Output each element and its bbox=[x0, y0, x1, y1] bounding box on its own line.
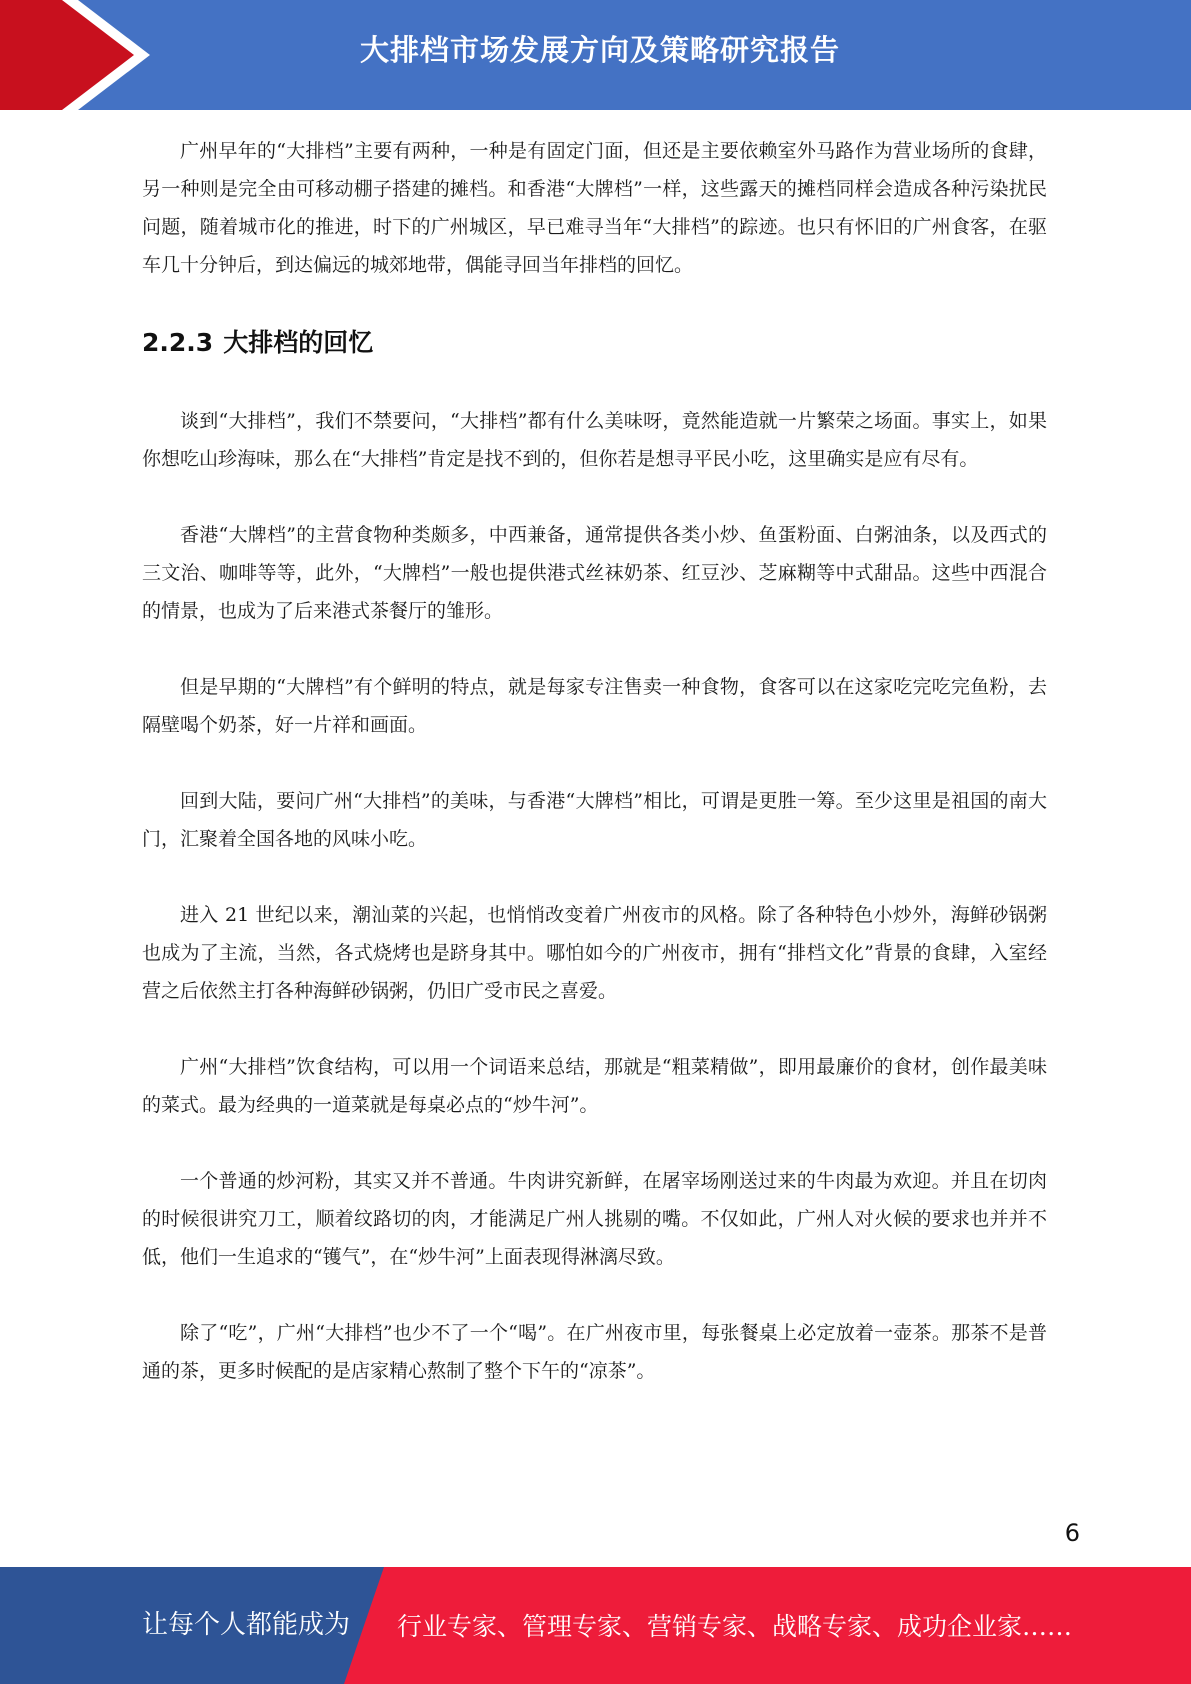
body-paragraph: 除了“吃”，广州“大排档”也少不了一个“喝”。在广州夜市里，每张餐桌上必定放着一壶茶。那茶不是普通的茶，更多时候配的是店家精心熬制了整个下午的“凉茶”。 bbox=[142, 1322, 1047, 1382]
footer-banner bbox=[0, 1567, 1191, 1684]
intro-paragraph: 广州早年的“大排档”主要有两种，一种是有固定门面，但还是主要依赖室外马路作为营业场所的食肆，另一种则是完全由可移动棚子搭建的摊档。和香港“大牌档”一样，这些露天的摊档同样会造成各种污染扰民问题，随着城市化的推进，时下的广州城区，早已难寻当年“大排档”的踪迹。也只有怀旧的广州食客，在驱车几十分钟后，到达偏远的城郊地带，偶能寻回当年排档的回忆。 bbox=[142, 140, 1047, 276]
header-title: 大排档市场发展方向及策略研究报告 bbox=[359, 33, 840, 67]
body-paragraph: 广州“大排档”饮食结构，可以用一个词语来总结，那就是“粗菜精做”，即用最廉价的食材，创作最美味的菜式。最为经典的一道菜就是每桌必点的“炒牛河”。 bbox=[142, 1056, 1047, 1116]
footer-slogan-left: 让每个人都能成为 bbox=[142, 1610, 351, 1640]
body-paragraph: 一个普通的炒河粉，其实又并不普通。牛肉讲究新鲜，在屠宰场刚送过来的牛肉最为欢迎。并且在切肉的时候很讲究刀工，顺着纹路切的肉，才能满足广州人挑剔的嘴。不仅如此，广州人对火候的要求也并并不低，他们一生追求的“镬气”，在“炒牛河”上面表现得淋漓尽致。 bbox=[142, 1170, 1047, 1268]
body-paragraph: 香港“大牌档”的主营食物种类颇多，中西兼备，通常提供各类小炒、鱼蛋粉面、白粥油条，以及西式的三文治、咖啡等等，此外，“大牌档”一般也提供港式丝袜奶茶、红豆沙、芝麻糊等中式甜品。这些中西混合的情景，也成为了后来港式茶餐厅的雏形。 bbox=[142, 524, 1047, 622]
body-paragraph: 进入 21 世纪以来，潮汕菜的兴起，也悄悄改变着广州夜市的风格。除了各种特色小炒外，海鲜砂锅粥也成为了主流，当然，各式烧烤也是跻身其中。哪怕如今的广州夜市，拥有“排档文化”背景的食肆，入室经营之后依然主打各种海鲜砂锅粥，仍旧广受市民之喜爱。 bbox=[142, 904, 1047, 1002]
body-paragraph: 谈到“大排档”，我们不禁要问，“大排档”都有什么美味呀，竟然能造就一片繁荣之场面。事实上，如果你想吃山珍海味，那么在“大排档”肯定是找不到的，但你若是想寻平民小吃，这里确实是应有尽有。 bbox=[142, 410, 1047, 470]
body-paragraph: 回到大陆，要问广州“大排档”的美味，与香港“大牌档”相比，可谓是更胜一筹。至少这里是祖国的南大门，汇聚着全国各地的风味小吃。 bbox=[142, 790, 1047, 850]
page-number: 6 bbox=[1064, 1519, 1080, 1547]
footer-slogan-right: 行业专家、管理专家、营销专家、战略专家、成功企业家…… bbox=[397, 1612, 1073, 1641]
body-paragraph: 但是早期的“大牌档”有个鲜明的特点，就是每家专注售卖一种食物，食客可以在这家吃完吃完鱼粉，去隔壁喝个奶茶，好一片祥和画面。 bbox=[142, 676, 1047, 736]
header-banner bbox=[0, 0, 1191, 110]
main-content bbox=[142, 132, 1047, 1390]
section-number: 2.2.3 bbox=[142, 328, 214, 357]
section-title: 大排档的回忆 bbox=[223, 328, 374, 357]
section-heading bbox=[142, 322, 1047, 364]
